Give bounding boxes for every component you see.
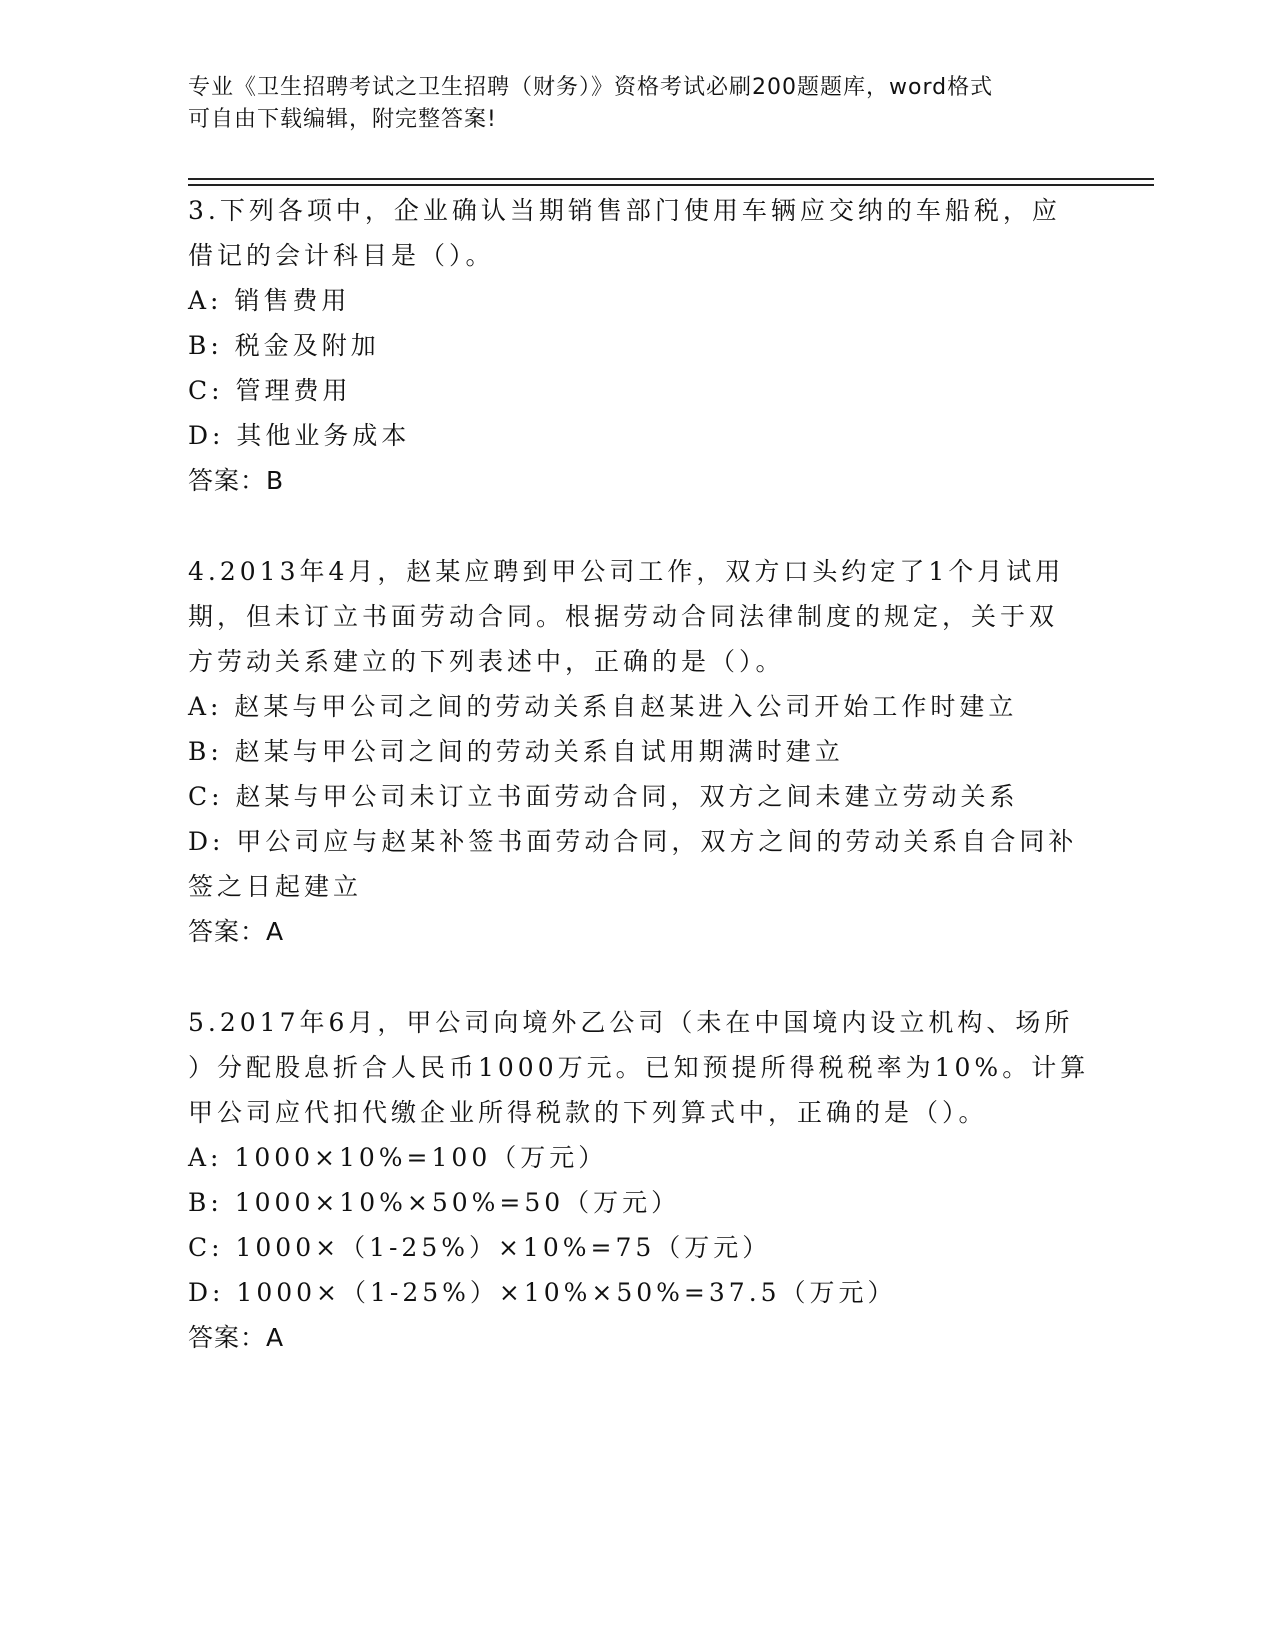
option-a	[188, 1135, 1088, 1180]
stem-line: 甲公司应代扣代缴企业所得税款的下列算式中，正确的是（）。	[188, 1098, 988, 1127]
option-text: D: 甲公司应与赵某补签书面劳动合同，双方之间的劳动关系自合同补	[188, 827, 1078, 856]
option-c	[188, 368, 1088, 413]
stem-line: 期，但未订立书面劳动合同。根据劳动合同法律制度的规定，关于双	[188, 602, 1059, 631]
question-stem	[188, 1000, 1088, 1135]
option-text: D: 其他业务成本	[188, 421, 411, 450]
option-text: 签之日起建立	[188, 872, 363, 901]
question-5	[188, 1000, 1088, 1360]
option-d	[188, 819, 1088, 909]
stem-line: 借记的会计科目是（）。	[188, 241, 495, 270]
question-list	[188, 188, 1088, 1406]
header-title-line-1: 专业《卫生招聘考试之卫生招聘（财务）》资格考试必刷200题题库，word格式	[188, 75, 994, 100]
answer-line: 答案：A	[188, 1323, 285, 1352]
option-text: C: 管理费用	[188, 376, 352, 405]
option-text: D: 1000×（1-25%）×10%×50%=37.5（万元）	[188, 1278, 897, 1307]
option-a	[188, 278, 1088, 323]
option-b	[188, 323, 1088, 368]
option-d	[188, 1270, 1088, 1315]
option-c	[188, 1225, 1088, 1270]
header-divider-bottom	[188, 184, 1154, 186]
option-d	[188, 413, 1088, 458]
stem-line: 5.2017年6月，甲公司向境外乙公司（未在中国境内设立机构、场所	[188, 1008, 1074, 1037]
question-4	[188, 549, 1088, 954]
question-stem	[188, 188, 1088, 278]
option-text: B: 1000×10%×50%=50（万元）	[188, 1188, 681, 1217]
header-title-line-2: 可自由下载编辑，附完整答案!	[188, 107, 497, 132]
stem-line: 方劳动关系建立的下列表述中，正确的是（）。	[188, 647, 785, 676]
question-stem	[188, 549, 1088, 684]
document-header	[188, 72, 1068, 136]
option-text: C: 赵某与甲公司未订立书面劳动合同，双方之间未建立劳动关系	[188, 782, 1019, 811]
question-3	[188, 188, 1088, 503]
option-text: B: 税金及附加	[188, 331, 380, 360]
answer-line: 答案：B	[188, 466, 285, 495]
option-b	[188, 729, 1088, 774]
option-text: B: 赵某与甲公司之间的劳动关系自试用期满时建立	[188, 737, 844, 766]
stem-line: 3.下列各项中，企业确认当期销售部门使用车辆应交纳的车船税，应	[188, 196, 1061, 225]
option-text: A: 赵某与甲公司之间的劳动关系自赵某进入公司开始工作时建立	[188, 692, 1018, 721]
header-divider-top	[188, 178, 1154, 180]
stem-line: ）分配股息折合人民币1000万元。已知预提所得税税率为10%。计算	[188, 1053, 1090, 1082]
option-a	[188, 684, 1088, 729]
option-text: A: 销售费用	[188, 286, 351, 315]
option-text: C: 1000×（1-25%）×10%=75（万元）	[188, 1233, 772, 1262]
option-b	[188, 1180, 1088, 1225]
answer-line: 答案：A	[188, 917, 285, 946]
option-c	[188, 774, 1088, 819]
stem-line: 4.2013年4月，赵某应聘到甲公司工作，双方口头约定了1个月试用	[188, 557, 1065, 586]
option-text: A: 1000×10%=100（万元）	[188, 1143, 608, 1172]
